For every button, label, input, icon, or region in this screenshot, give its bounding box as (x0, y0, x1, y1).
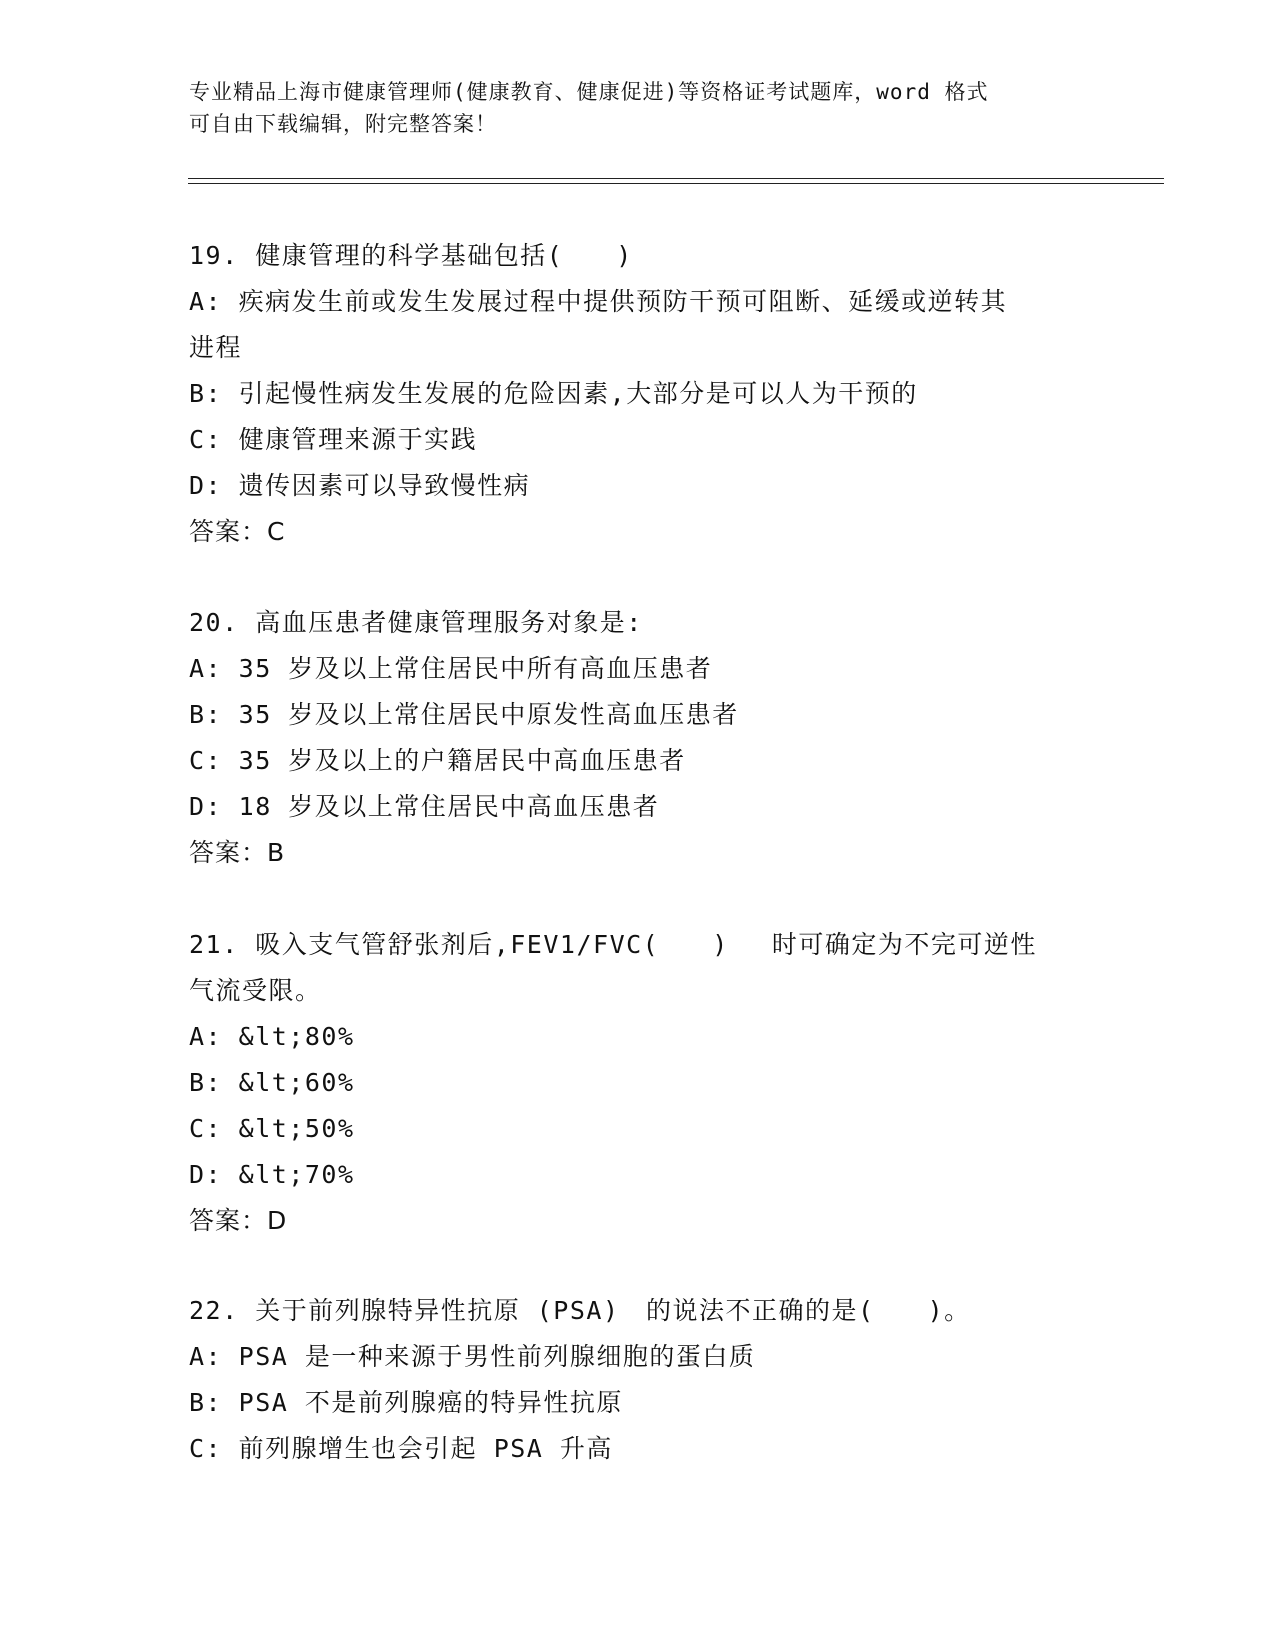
option-c: C: &lt;50% (189, 1114, 355, 1143)
question-stem-continued: 气流受限。 (189, 976, 322, 1005)
header-rule-top (188, 178, 1164, 179)
option-a-continued: 进程 (189, 333, 243, 362)
option-b: B: PSA 不是前列腺癌的特异性抗原 (189, 1388, 623, 1417)
question-21 (189, 922, 1089, 1244)
option-a: A: PSA 是一种来源于男性前列腺细胞的蛋白质 (189, 1342, 756, 1371)
option-c: C: 健康管理来源于实践 (189, 425, 478, 454)
option-c: C: 前列腺增生也会引起 PSA 升高 (189, 1434, 613, 1463)
header-line-2: 可自由下载编辑，附完整答案！ (189, 112, 497, 136)
option-b: B: &lt;60% (189, 1068, 355, 1097)
answer: 答案：C (189, 517, 286, 546)
option-d: D: 遗传因素可以导致慢性病 (189, 471, 531, 500)
option-a: A: &lt;80% (189, 1022, 355, 1051)
option-c: C: 35 岁及以上的户籍居民中高血压患者 (189, 746, 686, 775)
option-b: B: 引起慢性病发生发展的危险因素,大部分是可以人为干预的 (189, 379, 918, 408)
question-20 (189, 600, 1089, 876)
question-22 (189, 1288, 1089, 1472)
question-stem: 21. 吸入支气管舒张剂后,FEV1/FVC( ) 时可确定为不完可逆性 (189, 930, 1037, 959)
option-d: D: 18 岁及以上常住居民中高血压患者 (189, 792, 660, 821)
answer: 答案：D (189, 1206, 288, 1235)
header-rule-bottom (188, 183, 1164, 184)
answer: 答案：B (189, 838, 286, 867)
question-stem: 20. 高血压患者健康管理服务对象是: (189, 608, 643, 637)
option-d: D: &lt;70% (189, 1160, 355, 1189)
question-stem: 19. 健康管理的科学基础包括( ) (189, 241, 633, 270)
document-header (189, 76, 1089, 140)
option-a: A: 35 岁及以上常住居民中所有高血压患者 (189, 654, 713, 683)
option-a: A: 疾病发生前或发生发展过程中提供预防干预可阻断、延缓或逆转其 (189, 287, 1008, 316)
header-line-1: 专业精品上海市健康管理师(健康教育、健康促进)等资格证考试题库，word 格式 (189, 80, 989, 104)
question-19 (189, 233, 1089, 555)
question-stem: 22. 关于前列腺特异性抗原 (PSA) 的说法不正确的是( )。 (189, 1296, 971, 1325)
option-b: B: 35 岁及以上常住居民中原发性高血压患者 (189, 700, 739, 729)
